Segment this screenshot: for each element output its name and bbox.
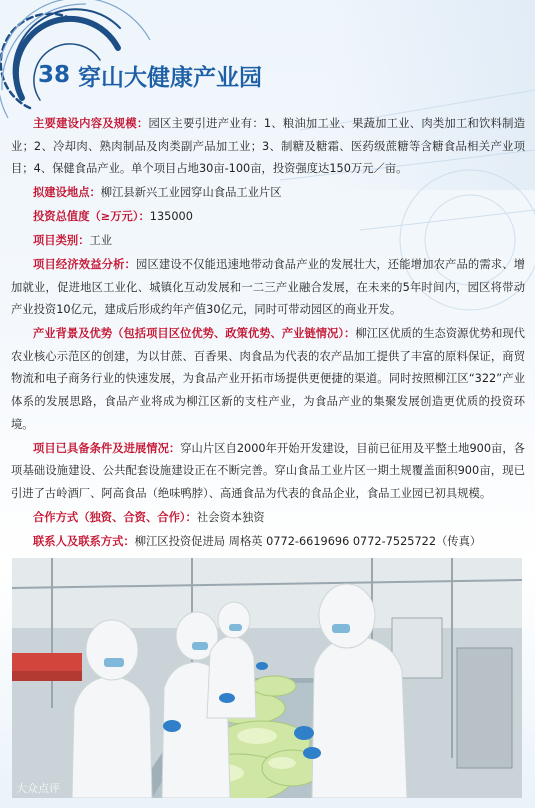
section-label: 投资总值度（≥万元）： [33, 210, 150, 224]
page-header [38, 55, 262, 95]
section-label: 项目经济效益分析： [33, 258, 137, 272]
section-location [11, 182, 525, 205]
section-text: 园区主要引进产业有：1、粮油加工业、果蔬加工业、肉类加工和饮料制造业；2、冷却肉、熟肉制品及肉类副产品加工业；3、制糖及糖霜、医药级蔗糖等含糖食品相关产业项目；4、保健食品产业。单个项目占地30亩-100亩，投资强度达150万元／亩。 [11, 117, 525, 176]
section-label: 拟建设地点： [33, 186, 101, 200]
watermark: 大众点评 [16, 782, 60, 795]
section-construction [11, 113, 525, 181]
section-label: 项目已具备条件及进展情况： [33, 441, 181, 455]
bottom-strip [0, 798, 535, 808]
section-text: 工业 [89, 234, 113, 248]
project-number: 38 [38, 62, 71, 88]
section-text: 柳江区投资促进局 周格英 0772-6619696 0772-7525722（传真） [134, 534, 482, 548]
section-benefits [11, 254, 525, 322]
section-investment [11, 206, 525, 229]
section-label: 合作方式（独资、合资、合作）： [33, 510, 197, 524]
project-title: 穿山大健康产业园 [78, 64, 263, 91]
section-text: 穿山片区自2000年开始开发建设，目前已征用及平整土地900亩，各项基础设施建设、公共配套设施建设正在不断完善。穿山食品工业片区一期土规覆盖面积900亩，现已引进了古岭酒厂、阿高食品（绝味鸭脖）、高通食品为代表的食品企业，食品工业园已初具规模。 [11, 441, 525, 500]
section-cooperation [11, 507, 525, 530]
section-label: 主要建设内容及规模： [33, 117, 149, 130]
section-text: 柳江县新兴工业园穿山食品工业片区 [100, 186, 282, 200]
section-label: 产业背景及优势（包括项目区位优势、政策优势、产业链情况）： [33, 327, 356, 341]
factory-photo [12, 558, 522, 798]
project-details [11, 113, 525, 555]
section-contact [11, 531, 525, 554]
section-category [11, 230, 525, 253]
section-progress [11, 438, 525, 506]
section-text: 135000 [149, 210, 193, 224]
section-background [11, 323, 525, 436]
section-text: 园区建设不仅能迅速地带动食品产业的发展壮大，还能增加农产品的需求、增加就业，促进地区工业化、城镇化互动发展和一二三产业融合发展，在未来的5年时间内，园区将带动产业投资10亿元，建成后形成约年产值30亿元，同时可带动园区的商业开发。 [11, 258, 525, 317]
section-text: 柳江区优质的生态资源优势和现代农业核心示范区的创建，为以甘蔗、百香果、肉食品为代表的农产品加工提供了丰富的原料保证，商贸物流和电子商务行业的快速发展，为食品产业开拓市场提供更便捷的渠道。同时按照柳江区“322”产业体系的发展思路，食品产业将成为柳江区新的支柱产业，为食品产业的集聚发展创造更优质的投资环境。 [11, 327, 525, 431]
section-label: 联系人及联系方式： [33, 534, 135, 548]
section-text: 社会资本独资 [196, 510, 265, 524]
section-label: 项目类别： [33, 234, 90, 248]
